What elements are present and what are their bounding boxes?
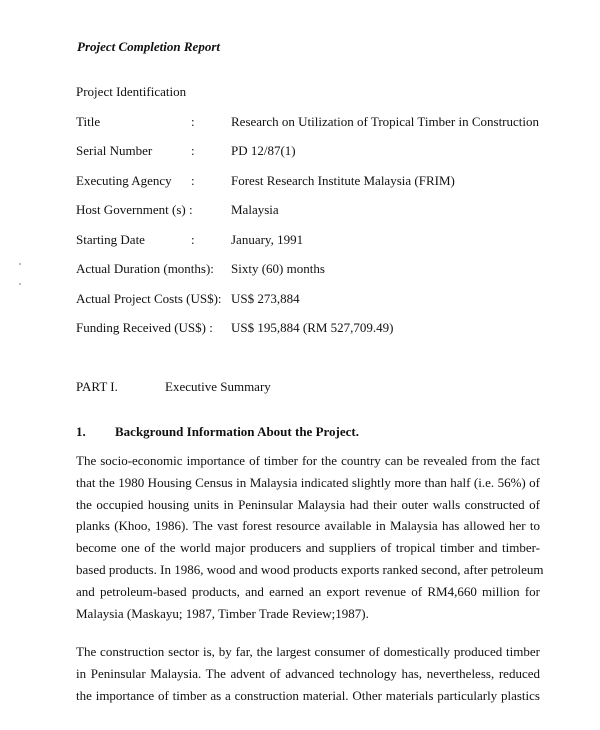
paragraph-line: the importance of timber as a construction material. Other materials particularly plastics [76, 687, 540, 703]
identification-label: Funding Received (US$) : [76, 320, 213, 335]
paragraph-line: that the 1980 Housing Census in Malaysia indicated slightly more than half (i.e. 56%) of [76, 474, 540, 490]
identification-value: PD 12/87(1) [231, 143, 296, 158]
section-title: Background Information About the Project. [115, 424, 359, 439]
identification-label: Actual Duration (months): [76, 261, 214, 276]
identification-label: Serial Number [76, 143, 153, 158]
identification-colon: : [191, 232, 195, 247]
identification-row-starting-date [76, 232, 556, 250]
identification-value: Forest Research Institute Malaysia (FRIM) [231, 173, 455, 188]
section-number: 1. [76, 424, 86, 439]
identification-value: Research on Utilization of Tropical Timber in Construction [231, 114, 540, 129]
identification-row-serial-number [76, 143, 556, 161]
identification-value: Malaysia [231, 202, 279, 217]
identification-label: Executing Agency [76, 173, 172, 188]
scan-mark [19, 263, 21, 265]
identification-row-actual-duration [76, 261, 556, 279]
identification-value: January, 1991 [231, 232, 304, 247]
paragraph-line: planks (Khoo, 1986). The vast forest resource available in Malaysia has allowed her to [76, 518, 540, 534]
paragraph-line: The construction sector is, by far, the largest consumer of domestically produced timber [76, 644, 540, 659]
report-title: Project Completion Report [77, 39, 220, 54]
identification-colon: : [191, 143, 195, 158]
identification-heading: Project Identification [76, 84, 187, 99]
identification-value: Sixty (60) months [231, 261, 325, 276]
identification-row-actual-project-costs [76, 291, 556, 309]
background-paragraph-2 [76, 641, 540, 706]
identification-label: Title [76, 114, 101, 129]
paragraph-line: and petroleum-based products, and earned an export revenue of RM4,660 million for [76, 583, 540, 599]
identification-value: US$ 195,884 (RM 527,709.49) [231, 320, 394, 335]
paragraph-line: Malaysia (Maskayu; 1987, Timber Trade Review;1987). [76, 605, 369, 621]
background-paragraph-1 [76, 450, 544, 624]
scan-mark [19, 283, 21, 285]
paragraph-line: become one of the world major producers and suppliers of tropical timber and timber- [76, 540, 540, 556]
paragraph-line: in Peninsular Malaysia. The advent of advanced technology has, nevertheless, reduced [76, 665, 540, 681]
identification-value: US$ 273,884 [231, 291, 300, 306]
identification-colon: : [191, 173, 195, 188]
identification-row-host-government [76, 202, 556, 220]
identification-label: Actual Project Costs (US$): [76, 291, 222, 306]
identification-label: Starting Date [76, 232, 145, 247]
part-number: PART I. [76, 379, 118, 394]
identification-label: Host Government (s) : [76, 202, 193, 217]
identification-row-funding-received [76, 320, 556, 338]
part-title: Executive Summary [165, 379, 271, 394]
identification-row-executing-agency [76, 173, 556, 191]
paragraph-line: the occupied housing units in Peninsular Malaysia had their outer walls constructed of [76, 496, 540, 512]
identification-row-title [76, 114, 556, 132]
paragraph-line: based products. In 1986, wood and wood products exports ranked second, after petroleum [76, 561, 544, 577]
identification-colon: : [191, 114, 195, 129]
paragraph-line: The socio-economic importance of timber for the country can be revealed from the fact [76, 453, 540, 468]
